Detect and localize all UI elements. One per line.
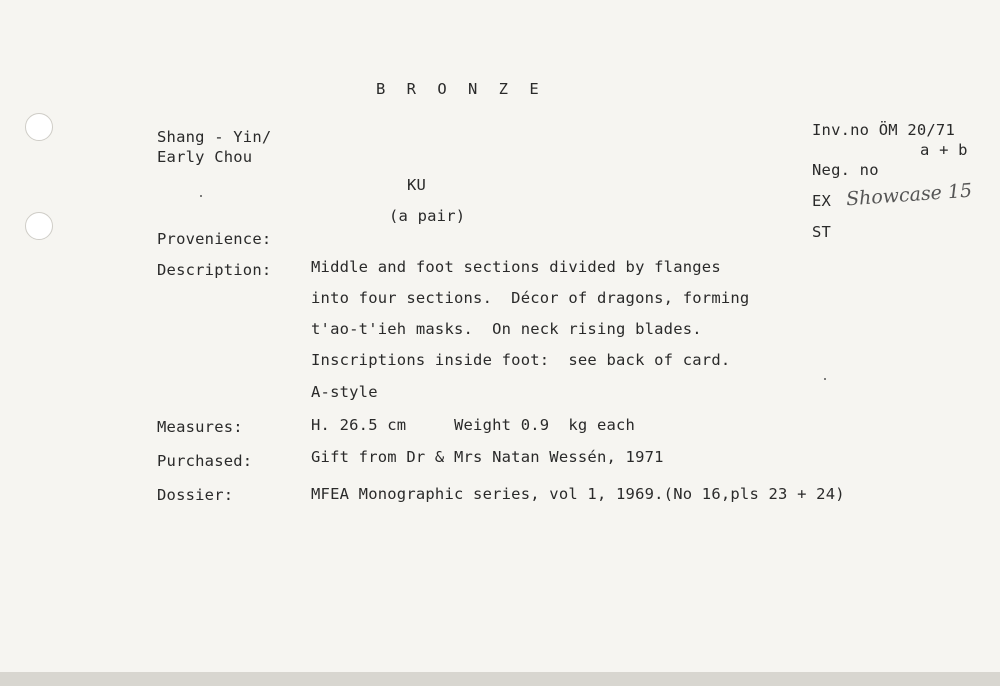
provenience-label: Provenience: bbox=[157, 230, 272, 248]
purchased-label: Purchased: bbox=[157, 452, 253, 470]
period-line-2: Early Chou bbox=[157, 148, 253, 166]
punch-hole-bottom bbox=[25, 212, 53, 240]
measures-label: Measures: bbox=[157, 418, 243, 436]
description-line-2: into four sections. Décor of dragons, forming bbox=[311, 289, 750, 307]
ex-label: EX bbox=[812, 192, 832, 210]
description-line-5: A-style bbox=[311, 383, 378, 401]
description-line-3: t'ao-t'ieh masks. On neck rising blades. bbox=[311, 320, 702, 338]
card-title: B R O N Z E bbox=[376, 80, 545, 98]
paper-speck bbox=[824, 378, 826, 380]
dossier-value: MFEA Monographic series, vol 1, 1969.(No 16,pls 23 + 24) bbox=[311, 485, 845, 503]
inventory-number: Inv.no ÖM 20/71 bbox=[812, 121, 955, 139]
paper-speck bbox=[200, 195, 202, 197]
description-line-4: Inscriptions inside foot: see back of card. bbox=[311, 351, 731, 369]
inventory-suffix: a + b bbox=[920, 141, 968, 159]
card-bottom-edge bbox=[0, 672, 1000, 686]
object-note: (a pair) bbox=[389, 207, 466, 225]
object-name: KU bbox=[407, 176, 427, 194]
description-label: Description: bbox=[157, 261, 272, 279]
measures-value: H. 26.5 cm Weight 0.9 kg each bbox=[311, 416, 636, 434]
purchased-value: Gift from Dr & Mrs Natan Wessén, 1971 bbox=[311, 448, 664, 466]
negative-number-label: Neg. no bbox=[812, 161, 879, 179]
period-line-1: Shang - Yin/ bbox=[157, 128, 272, 146]
handwritten-showcase: Showcase 15 bbox=[845, 179, 973, 211]
st-label: ST bbox=[812, 223, 832, 241]
dossier-label: Dossier: bbox=[157, 486, 234, 504]
description-line-1: Middle and foot sections divided by flanges bbox=[311, 258, 721, 276]
punch-hole-top bbox=[25, 113, 53, 141]
